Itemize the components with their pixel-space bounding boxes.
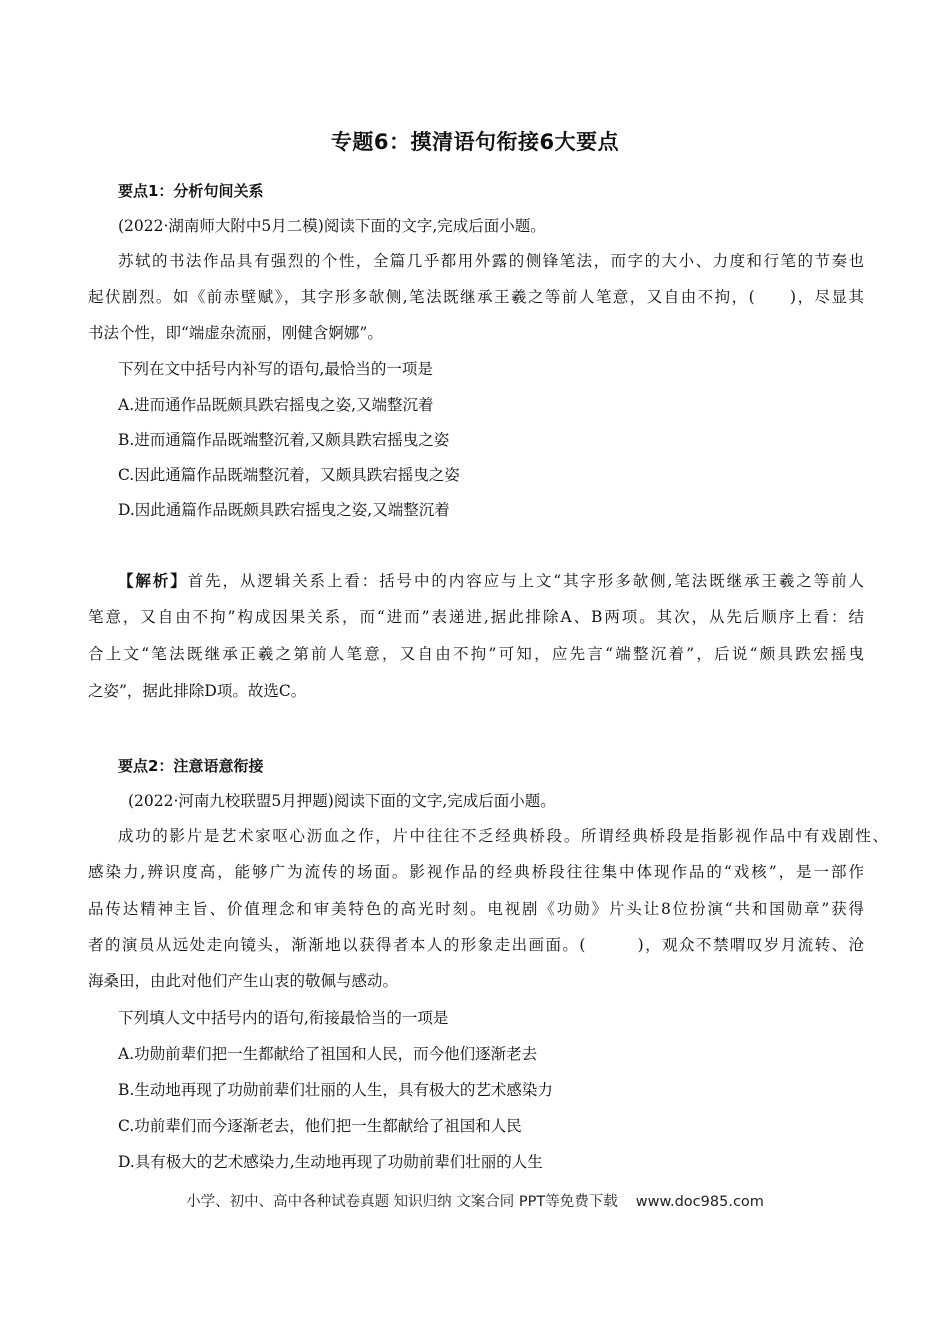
section1-passage-line: 起伏剧烈。如《前赤壁赋》，其字形多欹侧,笔法既继承王羲之等前人笔意，又自由不拘，( )，尽显其	[88, 288, 864, 306]
section2-heading: 要点2：注意语意衔接	[118, 757, 264, 775]
section1-option-b: B.进而通篇作品既端整沉着,又颇具跌宕摇曳之姿	[118, 431, 450, 449]
section1-analysis-line: 合上文“笔法既继承正羲之第前人笔意，又自由不拘”可知，应先言“端整沉着”，后说“颇具跌宏摇曳	[88, 645, 864, 663]
section2-passage-line: 海桑田，由此对他们产生山衷的敬佩与感动。	[88, 972, 399, 990]
section1-analysis-first-line	[118, 571, 864, 591]
page-footer	[0, 1190, 950, 1211]
section2-option-b: B.生动地再现了功勋前辈们壮丽的人生，具有极大的艺术感染力	[118, 1081, 553, 1099]
section1-passage-line: 苏轼的书法作品具有强烈的个性，全篇几乎都用外露的侧锋笔法，而字的大小、力度和行笔的节奏也	[118, 252, 864, 270]
section1-option-a: A.进而通作品既颇具跌宕摇曳之姿,又端整沉着	[118, 396, 434, 414]
section1-analysis-line: 之姿”，据此排除D项。故选C。	[88, 682, 307, 700]
section2-passage-line: 成功的影片是艺术家呕心沥血之作，片中往往不乏经典桥段。所谓经典桥段是指影视作品中有戏剧性、	[118, 827, 888, 845]
section1-passage-line: 书法个性，即“端虚杂流丽，刚健含婀娜”。	[88, 324, 383, 342]
section1-heading: 要点1：分析句间关系	[118, 182, 264, 200]
section2-option-d: D.具有极大的艺术感染力,生动地再现了功勋前辈们壮丽的人生	[118, 1153, 543, 1171]
section2-option-c: C.功前辈们而今逐渐老去，他们把一生都献给了祖国和人民	[118, 1117, 522, 1135]
page-title: 专题6：摸清语句衔接6大要点	[330, 130, 620, 154]
analysis-text: 首先，从逻辑关系上看：括号中的内容应与上文“其字形多欹侧,笔法既继承王羲之等前人	[187, 572, 864, 590]
section2-question: 下列填人文中括号内的语句,衔接最恰当的一项是	[118, 1009, 449, 1027]
section2-passage-line: 者的演员从远处走向镜头，渐渐地以获得者本人的形象走出画面。( )，观众不禁喟叹岁月流转、沧	[88, 936, 864, 954]
section2-passage-line: 品传达精神主旨、价值理念和审美特色的高光时刻。电视剧《功勋》片头让8位扮演“共和国勋章”获得	[88, 900, 864, 918]
footer-link[interactable]: www.doc985.com	[635, 1194, 764, 1210]
section1-analysis-line: 笔意，又自由不拘”构成因果关系，而“进而”表递进,据此排除A、B两项。其次，从先后顺序上看：结	[88, 608, 864, 626]
section2-passage-line: 感染力,辨识度高，能够广为流传的场面。影视作品的经典桥段往往集中体现作品的“戏核”，是一部作	[88, 863, 864, 881]
section1-source: (2022·湖南师大附中5月二模)阅读下面的文字,完成后面小题。	[118, 217, 546, 235]
section2-source: (2022·河南九校联盟5月押题)阅读下面的文字,完成后面小题。	[128, 792, 556, 810]
analysis-label: 【解析】	[118, 571, 188, 590]
section2-option-a: A.功勋前辈们把一生都献给了祖国和人民，而今他们逐渐老去	[118, 1045, 538, 1063]
section1-option-d: D.因此通篇作品既颇具跌宕摇曳之姿,又端整沉着	[118, 501, 450, 519]
footer-text: 小学、初中、高中各种试卷真题 知识归纳 文案合同 PPT等免费下载	[186, 1194, 618, 1210]
section1-option-c: C.因此通篇作品既端整沉着，又颇具跌宕摇曳之姿	[118, 466, 460, 484]
section1-question: 下列在文中括号内补写的语句,最恰当的一项是	[118, 360, 433, 378]
